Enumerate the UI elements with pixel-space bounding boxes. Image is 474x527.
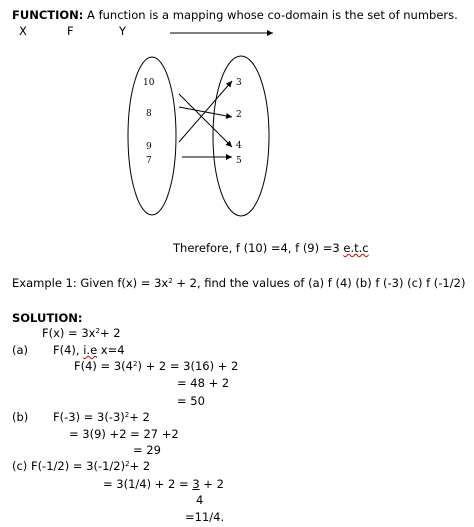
part-a-line4: = 50: [177, 394, 205, 408]
codomain-value-5: 5: [236, 156, 242, 166]
part-c-result: =11/4.: [185, 510, 225, 524]
domain-value-8: 8: [146, 109, 152, 119]
domain-value-9: 9: [146, 142, 152, 152]
part-b-label: (b): [12, 410, 29, 424]
example-exponent: 2: [168, 277, 173, 285]
example-line: [12, 278, 465, 290]
part-b-line2: = 3(9) +2 = 27 +2: [69, 427, 179, 441]
codomain-value-2: 2: [236, 110, 242, 120]
codomain-value-4: 4: [236, 141, 242, 151]
codomain-value-3: 3: [236, 78, 242, 88]
c-line1-exponent: 2: [125, 460, 130, 468]
c-line2-pre: = 3(1/4) + 2 =: [103, 477, 193, 491]
b-line1-exponent: 2: [124, 411, 130, 419]
example-text: Example 1: Given f(x) = 3x: [12, 276, 169, 290]
fx-exponent: 2: [95, 327, 100, 335]
a-line1-ie: i.e: [83, 343, 98, 357]
definition-text: A function is a mapping whose co-domain is the set of numbers.: [83, 8, 458, 22]
solution-label: SOLUTION:: [12, 311, 83, 325]
part-a-line1: [53, 345, 125, 357]
map-label: F: [67, 24, 74, 38]
domain-value-10: 10: [143, 78, 155, 88]
c-line2-post: + 2: [199, 477, 224, 491]
example-rest: + 2, find the values of (a) f (4) (b) f (-3) (c) f (-1/2): [172, 276, 466, 290]
therefore-etc: e.t.c: [343, 241, 369, 255]
set-x-label: X: [19, 24, 27, 38]
fx-text: F(x) = 3x: [42, 326, 96, 340]
part-c-denominator: 4: [196, 493, 204, 507]
a-line1-pre: F(4),: [53, 343, 84, 357]
a-line2-post: ) + 2 = 3(16) + 2: [137, 359, 239, 373]
part-c-line2: [103, 479, 224, 491]
therefore-text: Therefore, f (10) =4, f (9) =3: [173, 241, 344, 255]
a-line1-post: x=4: [97, 343, 125, 357]
c-line1-post: + 2: [129, 459, 151, 473]
part-a-line2: [74, 361, 238, 373]
fx-rest: + 2: [99, 326, 121, 340]
a-line2-exponent: 2: [132, 360, 138, 368]
b-line1-pre: F(-3) = 3(-3): [53, 410, 125, 424]
part-c-line1: [12, 461, 150, 473]
c-line1-pre: (c) F(-1/2) = 3(-1/2): [12, 459, 126, 473]
b-line1-post: + 2: [129, 410, 150, 424]
arrow-9-2: [179, 107, 232, 117]
set-y-label: Y: [119, 24, 127, 38]
a-line2-pre: F(4) = 3(4: [74, 359, 133, 373]
c-line2-numerator: 3: [192, 477, 200, 491]
definition-label: FUNCTION:: [12, 8, 84, 22]
part-a-line3: = 48 + 2: [177, 376, 230, 390]
part-a-label: (a): [12, 343, 29, 357]
solution-fx: [42, 328, 121, 340]
domain-value-7: 7: [146, 156, 152, 166]
arrow-10-4: [179, 94, 232, 147]
part-b-line3: = 29: [133, 443, 161, 457]
therefore-line: [173, 243, 369, 255]
part-b-line1: [53, 412, 150, 424]
